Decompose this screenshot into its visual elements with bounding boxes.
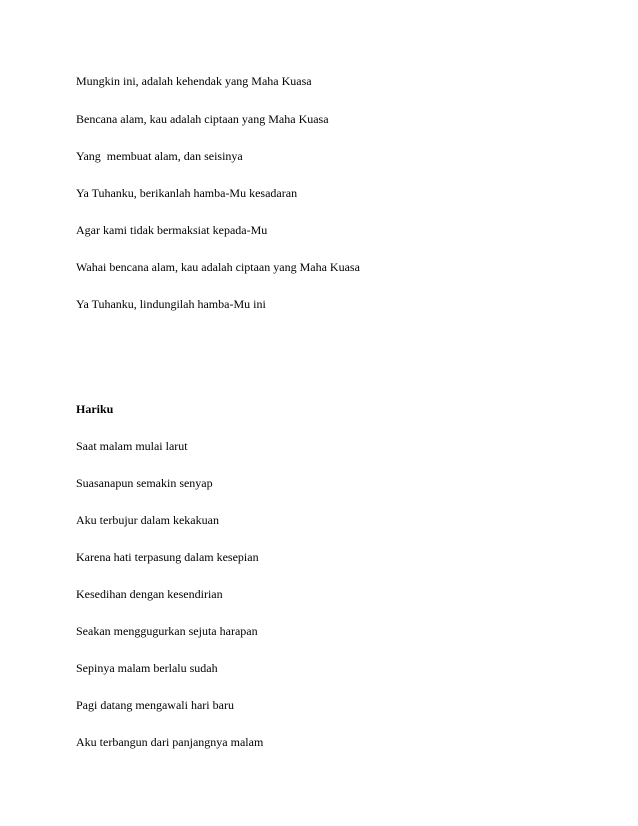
poem-line: Ya Tuhanku, berikanlah hamba-Mu kesadaran — [76, 186, 298, 200]
poem-line: Aku terbujur dalam kekakuan — [76, 513, 219, 527]
poem-line: Bencana alam, kau adalah ciptaan yang Maha Kuasa — [76, 112, 329, 126]
poem-line: Pagi datang mengawali hari baru — [76, 698, 234, 712]
poem-line: Yang membuat alam, dan seisinya — [76, 149, 243, 163]
poem-line: Aku terbangun dari panjangnya malam — [76, 735, 264, 749]
poem-line: Mungkin ini, adalah kehendak yang Maha Kuasa — [76, 74, 312, 88]
poem-line: Sepinya malam berlalu sudah — [76, 661, 218, 675]
poem-line: Agar kami tidak bermaksiat kepada-Mu — [76, 223, 268, 237]
poem-title: Hariku — [76, 402, 114, 416]
poem-line: Ya Tuhanku, lindungilah hamba-Mu ini — [76, 297, 266, 311]
poem-line: Wahai bencana alam, kau adalah ciptaan yang Maha Kuasa — [76, 260, 360, 274]
poem-line: Seakan menggugurkan sejuta harapan — [76, 624, 258, 638]
poem-line: Saat malam mulai larut — [76, 439, 188, 453]
poem-line: Kesedihan dengan kesendirian — [76, 587, 223, 601]
poem-line: Suasanapun semakin senyap — [76, 476, 213, 490]
poem-line: Karena hati terpasung dalam kesepian — [76, 550, 259, 564]
